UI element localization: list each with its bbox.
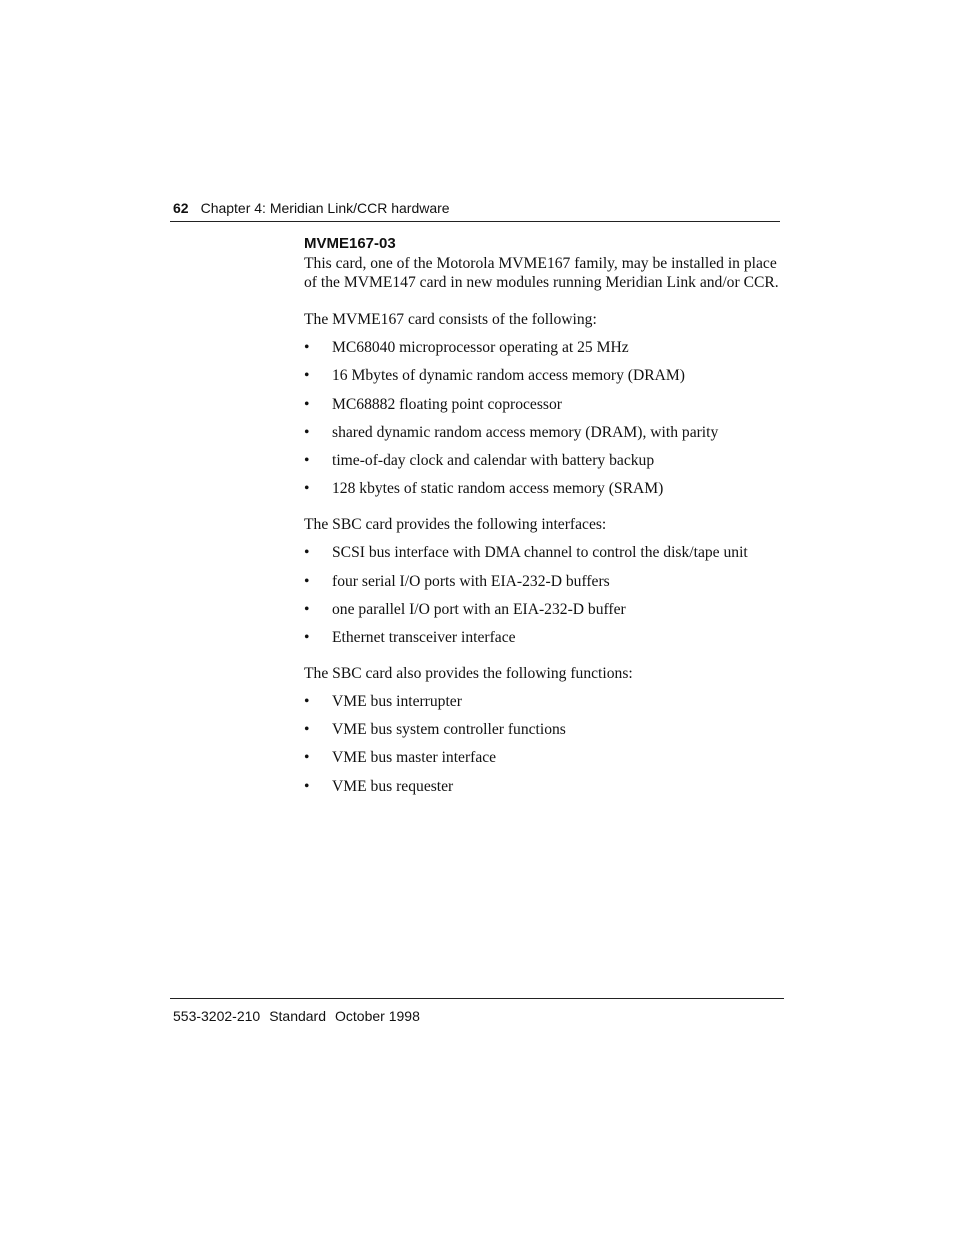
interfaces-list <box>304 543 784 647</box>
list-item: • shared dynamic random access memory (DRAM), with parity <box>304 423 719 441</box>
running-footer <box>173 1007 429 1025</box>
bullet-icon: • <box>304 544 310 562</box>
doc-status: Standard <box>269 1008 327 1024</box>
section-title: MVME167-03 <box>304 235 396 252</box>
bullet-icon: • <box>304 693 310 711</box>
list-item: • MC68040 microprocessor operating at 25 MHz <box>304 339 629 357</box>
intro-paragraph: This card, one of the Motorola MVME167 family, may be installed in place of the MVME147 card in new modules running Meridian Link and/or CCR. <box>304 255 779 291</box>
footer-rule <box>170 998 784 999</box>
functions-list <box>304 692 784 796</box>
bullet-icon: • <box>304 423 310 441</box>
bullet-icon: • <box>304 367 310 385</box>
bullet-icon: • <box>304 721 310 739</box>
interfaces-lead: The SBC card provides the following interfaces: <box>304 516 607 534</box>
list-item: • time-of-day clock and calendar with battery backup <box>304 451 655 469</box>
components-lead: The MVME167 card consists of the following: <box>304 311 597 328</box>
bullet-icon: • <box>304 395 310 413</box>
bullet-icon: • <box>304 572 310 590</box>
bullet-icon: • <box>304 451 310 469</box>
list-item: • four serial I/O ports with EIA-232-D buffers <box>304 572 610 590</box>
bullet-icon: • <box>304 628 310 646</box>
bullet-icon: • <box>304 480 310 498</box>
list-item: • one parallel I/O port with an EIA-232-D buffer <box>304 600 626 618</box>
bullet-icon: • <box>304 749 310 767</box>
list-item: • VME bus requester <box>304 777 454 795</box>
components-list <box>304 338 784 498</box>
list-item: • Ethernet transceiver interface <box>304 628 516 646</box>
bullet-icon: • <box>304 600 310 618</box>
bullet-icon: • <box>304 777 310 795</box>
list-item: • SCSI bus interface with DMA channel to control the disk/tape unit <box>304 544 748 562</box>
doc-date: October 1998 <box>335 1008 420 1024</box>
list-item: • VME bus interrupter <box>304 693 462 711</box>
bullet-icon: • <box>304 339 310 357</box>
list-item: • VME bus master interface <box>304 749 497 767</box>
functions-lead: The SBC card also provides the following functions: <box>304 664 633 682</box>
list-item: • 16 Mbytes of dynamic random access memory (DRAM) <box>304 367 685 385</box>
main-content <box>304 234 784 796</box>
header-rule <box>170 221 780 222</box>
list-item: • VME bus system controller functions <box>304 721 566 739</box>
running-header <box>173 199 780 217</box>
list-item: • 128 kbytes of static random access memory (SRAM) <box>304 480 664 498</box>
chapter-title: Chapter 4: Meridian Link/CCR hardware <box>200 200 450 216</box>
page-number: 62 <box>173 200 189 216</box>
doc-number: 553-3202-210 <box>173 1008 261 1024</box>
list-item: • MC68882 floating point coprocessor <box>304 395 562 413</box>
